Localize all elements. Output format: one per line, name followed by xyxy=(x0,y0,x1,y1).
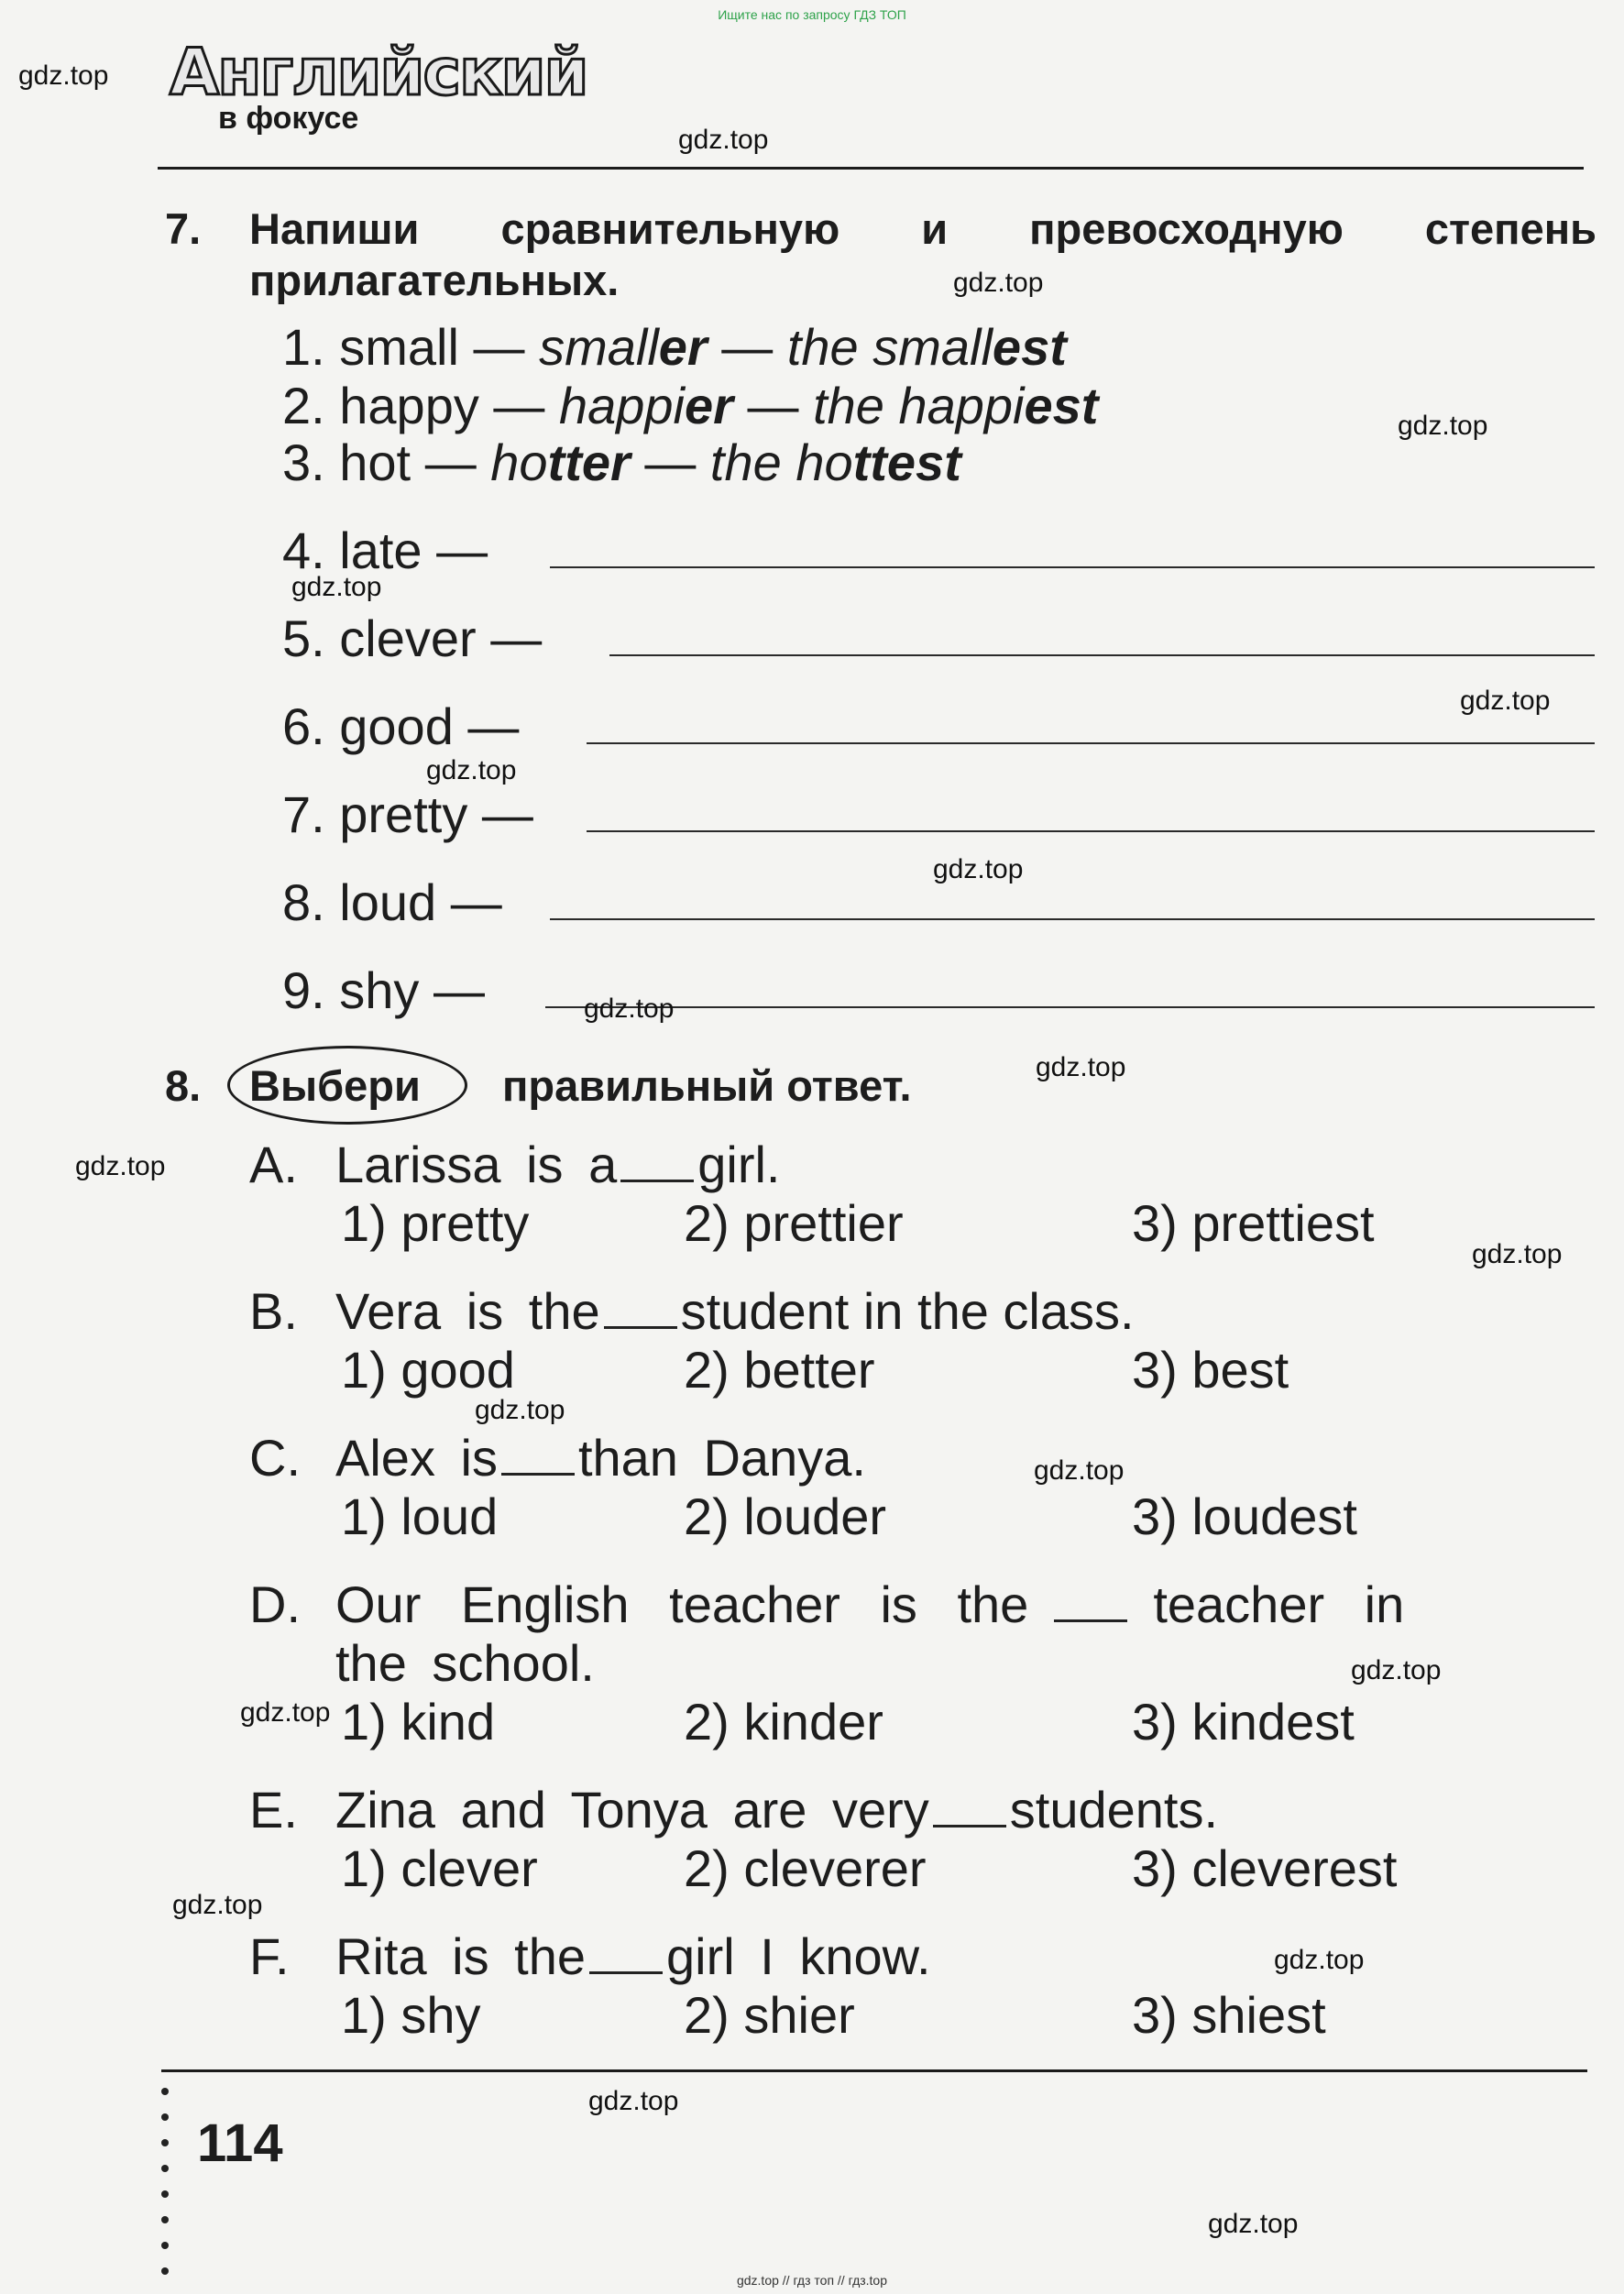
watermark: gdz.top xyxy=(426,755,517,785)
answer-blank xyxy=(604,1293,677,1329)
option[interactable]: 2) shier xyxy=(684,1986,855,2044)
task-7-number: 7. xyxy=(165,204,202,253)
bottom-banner: gdz.top // гдз топ // гдз.top xyxy=(736,2273,888,2288)
watermark: gdz.top xyxy=(240,1697,331,1728)
task-7-title-line1: Напиши сравнительную и превосходную степень xyxy=(249,204,1597,253)
question-d: D. Our English teacher is the teacher in xyxy=(249,1575,1405,1633)
item-dash: — xyxy=(473,318,525,376)
option[interactable]: 3) kindest xyxy=(1132,1693,1355,1751)
option[interactable]: 2) cleverer xyxy=(684,1839,927,1897)
watermark: gdz.top xyxy=(18,60,109,91)
item-word: small xyxy=(339,318,459,376)
option[interactable]: 1) loud xyxy=(341,1487,499,1545)
task-7-item: 2. happy — happier — the happiest xyxy=(282,377,1099,434)
option[interactable]: 1) shy xyxy=(341,1986,481,2044)
task-7-item: 4. late — xyxy=(282,521,488,579)
watermark: gdz.top xyxy=(1208,2209,1299,2239)
watermark: gdz.top xyxy=(1274,1945,1365,1975)
task-7-item: 3. hot — hotter — the hottest xyxy=(282,434,961,491)
watermark: gdz.top xyxy=(584,993,675,1024)
option[interactable]: 3) loudest xyxy=(1132,1487,1357,1545)
task-8-title: правильный ответ. xyxy=(502,1061,912,1110)
answer-blank xyxy=(933,1792,1006,1828)
comparative-answer: smaller xyxy=(539,318,708,376)
task-7-item: 1. small — smaller — the smallest xyxy=(282,318,1067,376)
task-8-title-circled: Выбери xyxy=(249,1061,421,1110)
answer-line[interactable] xyxy=(587,742,1595,744)
watermark: gdz.top xyxy=(678,125,769,155)
answer-line[interactable] xyxy=(587,830,1595,832)
margin-dots xyxy=(161,2088,169,2293)
watermark: gdz.top xyxy=(1472,1239,1563,1269)
answer-line[interactable] xyxy=(550,918,1595,920)
answer-blank xyxy=(620,1147,694,1182)
watermark: gdz.top xyxy=(588,2086,679,2116)
book-logo: Английский xyxy=(170,35,587,110)
question-e: E. Zina and Tonya are very students. xyxy=(249,1781,1219,1838)
option[interactable]: 3) best xyxy=(1132,1341,1289,1399)
option[interactable]: 1) pretty xyxy=(341,1194,530,1252)
answer-blank xyxy=(1054,1586,1127,1622)
watermark: gdz.top xyxy=(1036,1052,1126,1082)
comparative-answer: happier xyxy=(558,377,733,434)
option[interactable]: 1) good xyxy=(341,1341,515,1399)
answer-line[interactable] xyxy=(550,566,1595,568)
answer-blank xyxy=(501,1440,575,1476)
watermark: gdz.top xyxy=(1034,1455,1125,1486)
option[interactable]: 2) louder xyxy=(684,1487,887,1545)
top-banner: Ищите нас по запросу ГДЗ ТОП xyxy=(718,7,906,22)
watermark: gdz.top xyxy=(1398,411,1488,441)
question-b: B. Vera is the student in the class. xyxy=(249,1282,1135,1340)
option[interactable]: 1) clever xyxy=(341,1839,538,1897)
option[interactable]: 3) shiest xyxy=(1132,1986,1326,2044)
question-c: C. Alex is than Danya. xyxy=(249,1429,866,1487)
task-8-number: 8. xyxy=(165,1061,202,1110)
watermark: gdz.top xyxy=(172,1890,263,1920)
task-7-title-line2: прилагательных. xyxy=(249,256,620,304)
option[interactable]: 3) cleverest xyxy=(1132,1839,1398,1897)
footer-rule xyxy=(161,2069,1587,2072)
answer-line[interactable] xyxy=(609,654,1595,656)
page-number: 114 xyxy=(197,2113,283,2173)
question-a: A. Larissa is a girl. xyxy=(249,1136,781,1193)
task-7-item: 8. loud — xyxy=(282,873,502,931)
option[interactable]: 2) better xyxy=(684,1341,875,1399)
book-logo-subtitle: в фокусе xyxy=(218,101,359,136)
option[interactable]: 2) prettier xyxy=(684,1194,904,1252)
option[interactable]: 2) kinder xyxy=(684,1693,883,1751)
option[interactable]: 3) prettiest xyxy=(1132,1194,1375,1252)
task-7-item: 9. shy — xyxy=(282,961,485,1019)
watermark: gdz.top xyxy=(1351,1655,1442,1685)
superlative-answer: the happiest xyxy=(813,377,1099,434)
header-rule xyxy=(158,167,1584,170)
watermark: gdz.top xyxy=(953,268,1044,298)
superlative-answer: the smallest xyxy=(786,318,1067,376)
item-number: 1. xyxy=(282,318,325,376)
watermark: gdz.top xyxy=(75,1151,166,1181)
comparative-answer: hotter xyxy=(490,434,631,491)
option[interactable]: 1) kind xyxy=(341,1693,496,1751)
task-7-item: 7. pretty — xyxy=(282,785,533,843)
watermark: gdz.top xyxy=(1460,686,1551,716)
superlative-answer: the hottest xyxy=(709,434,961,491)
task-7-item: 6. good — xyxy=(282,697,520,755)
question-f: F. Rita is the girl I know. xyxy=(249,1927,931,1985)
watermark: gdz.top xyxy=(475,1395,565,1425)
answer-line[interactable] xyxy=(545,1006,1595,1008)
answer-blank xyxy=(589,1938,663,1974)
watermark: gdz.top xyxy=(933,854,1024,884)
watermark: gdz.top xyxy=(291,572,382,602)
task-7-item: 5. clever — xyxy=(282,609,543,667)
question-d-line2: the school. xyxy=(335,1634,595,1692)
